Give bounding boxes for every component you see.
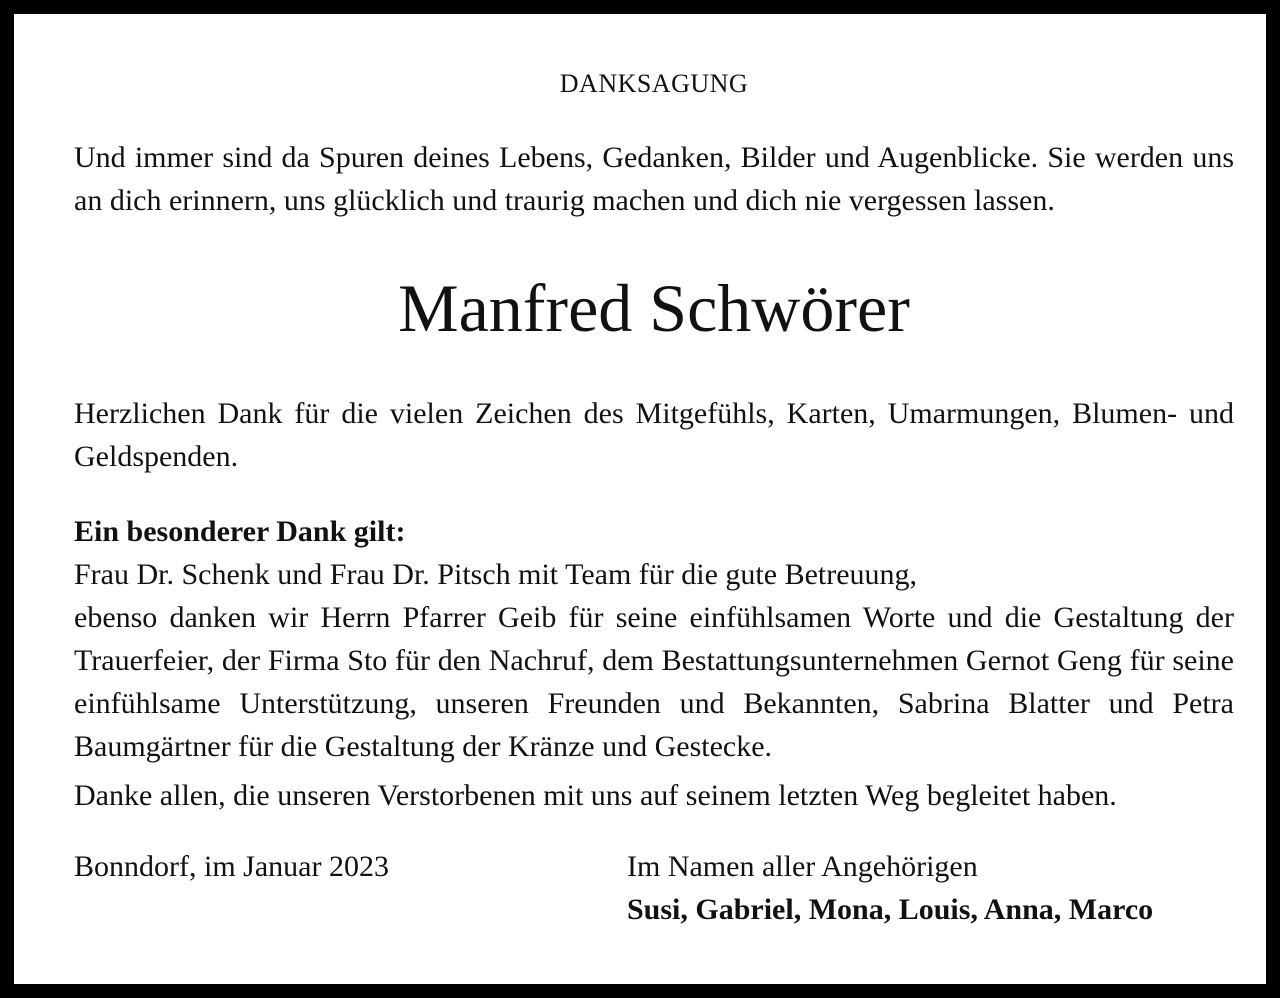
notice-heading: DANKSAGUNG: [559, 69, 749, 98]
closing-paragraph: Danke allen, die unseren Verstorbenen mit uns auf seinem letzten Weg begleitet haben.: [74, 779, 1117, 812]
special-thanks-line-2: ebenso danken wir Herrn Pfarrer Geib für seine einfühlsamen Worte und die Gestaltung der Trauerfeier, der Firma Sto für den Nachruf, dem Bestattungsunternehmen Gernot Geng für seine einfühlsame Unterstützung, unseren Freunden und Bekannten, Sabrina Blatter und Petra Baumgärtner für die Gestaltung der Kränze und Gestecke.: [74, 601, 1234, 763]
notice-footer: [74, 845, 1234, 935]
special-thanks-title: Ein besonderer Dank gilt:: [74, 515, 406, 548]
notice-content: [74, 42, 1234, 935]
intro-paragraph: Und immer sind da Spuren deines Lebens, Gedanken, Bilder und Augenblicke. Sie werden uns an dich erinnern, uns glücklich und traurig machen und dich nie vergessen lassen.: [74, 141, 1234, 217]
special-thanks-line-1: Frau Dr. Schenk und Frau Dr. Pitsch mit Team für die gute Betreuung,: [74, 558, 918, 591]
deceased-name: Manfred Schwörer: [398, 270, 910, 346]
family-names: Susi, Gabriel, Mona, Louis, Anna, Marco: [627, 893, 1154, 926]
thanks-paragraph: Herzlichen Dank für die vielen Zeichen des Mitgefühls, Karten, Umarmungen, Blumen- und Geldspenden.: [74, 397, 1234, 473]
on-behalf-line: Im Namen aller Angehörigen: [627, 850, 978, 883]
signature-block: [627, 845, 1153, 931]
place-and-date: Bonndorf, im Januar 2023: [74, 850, 389, 883]
